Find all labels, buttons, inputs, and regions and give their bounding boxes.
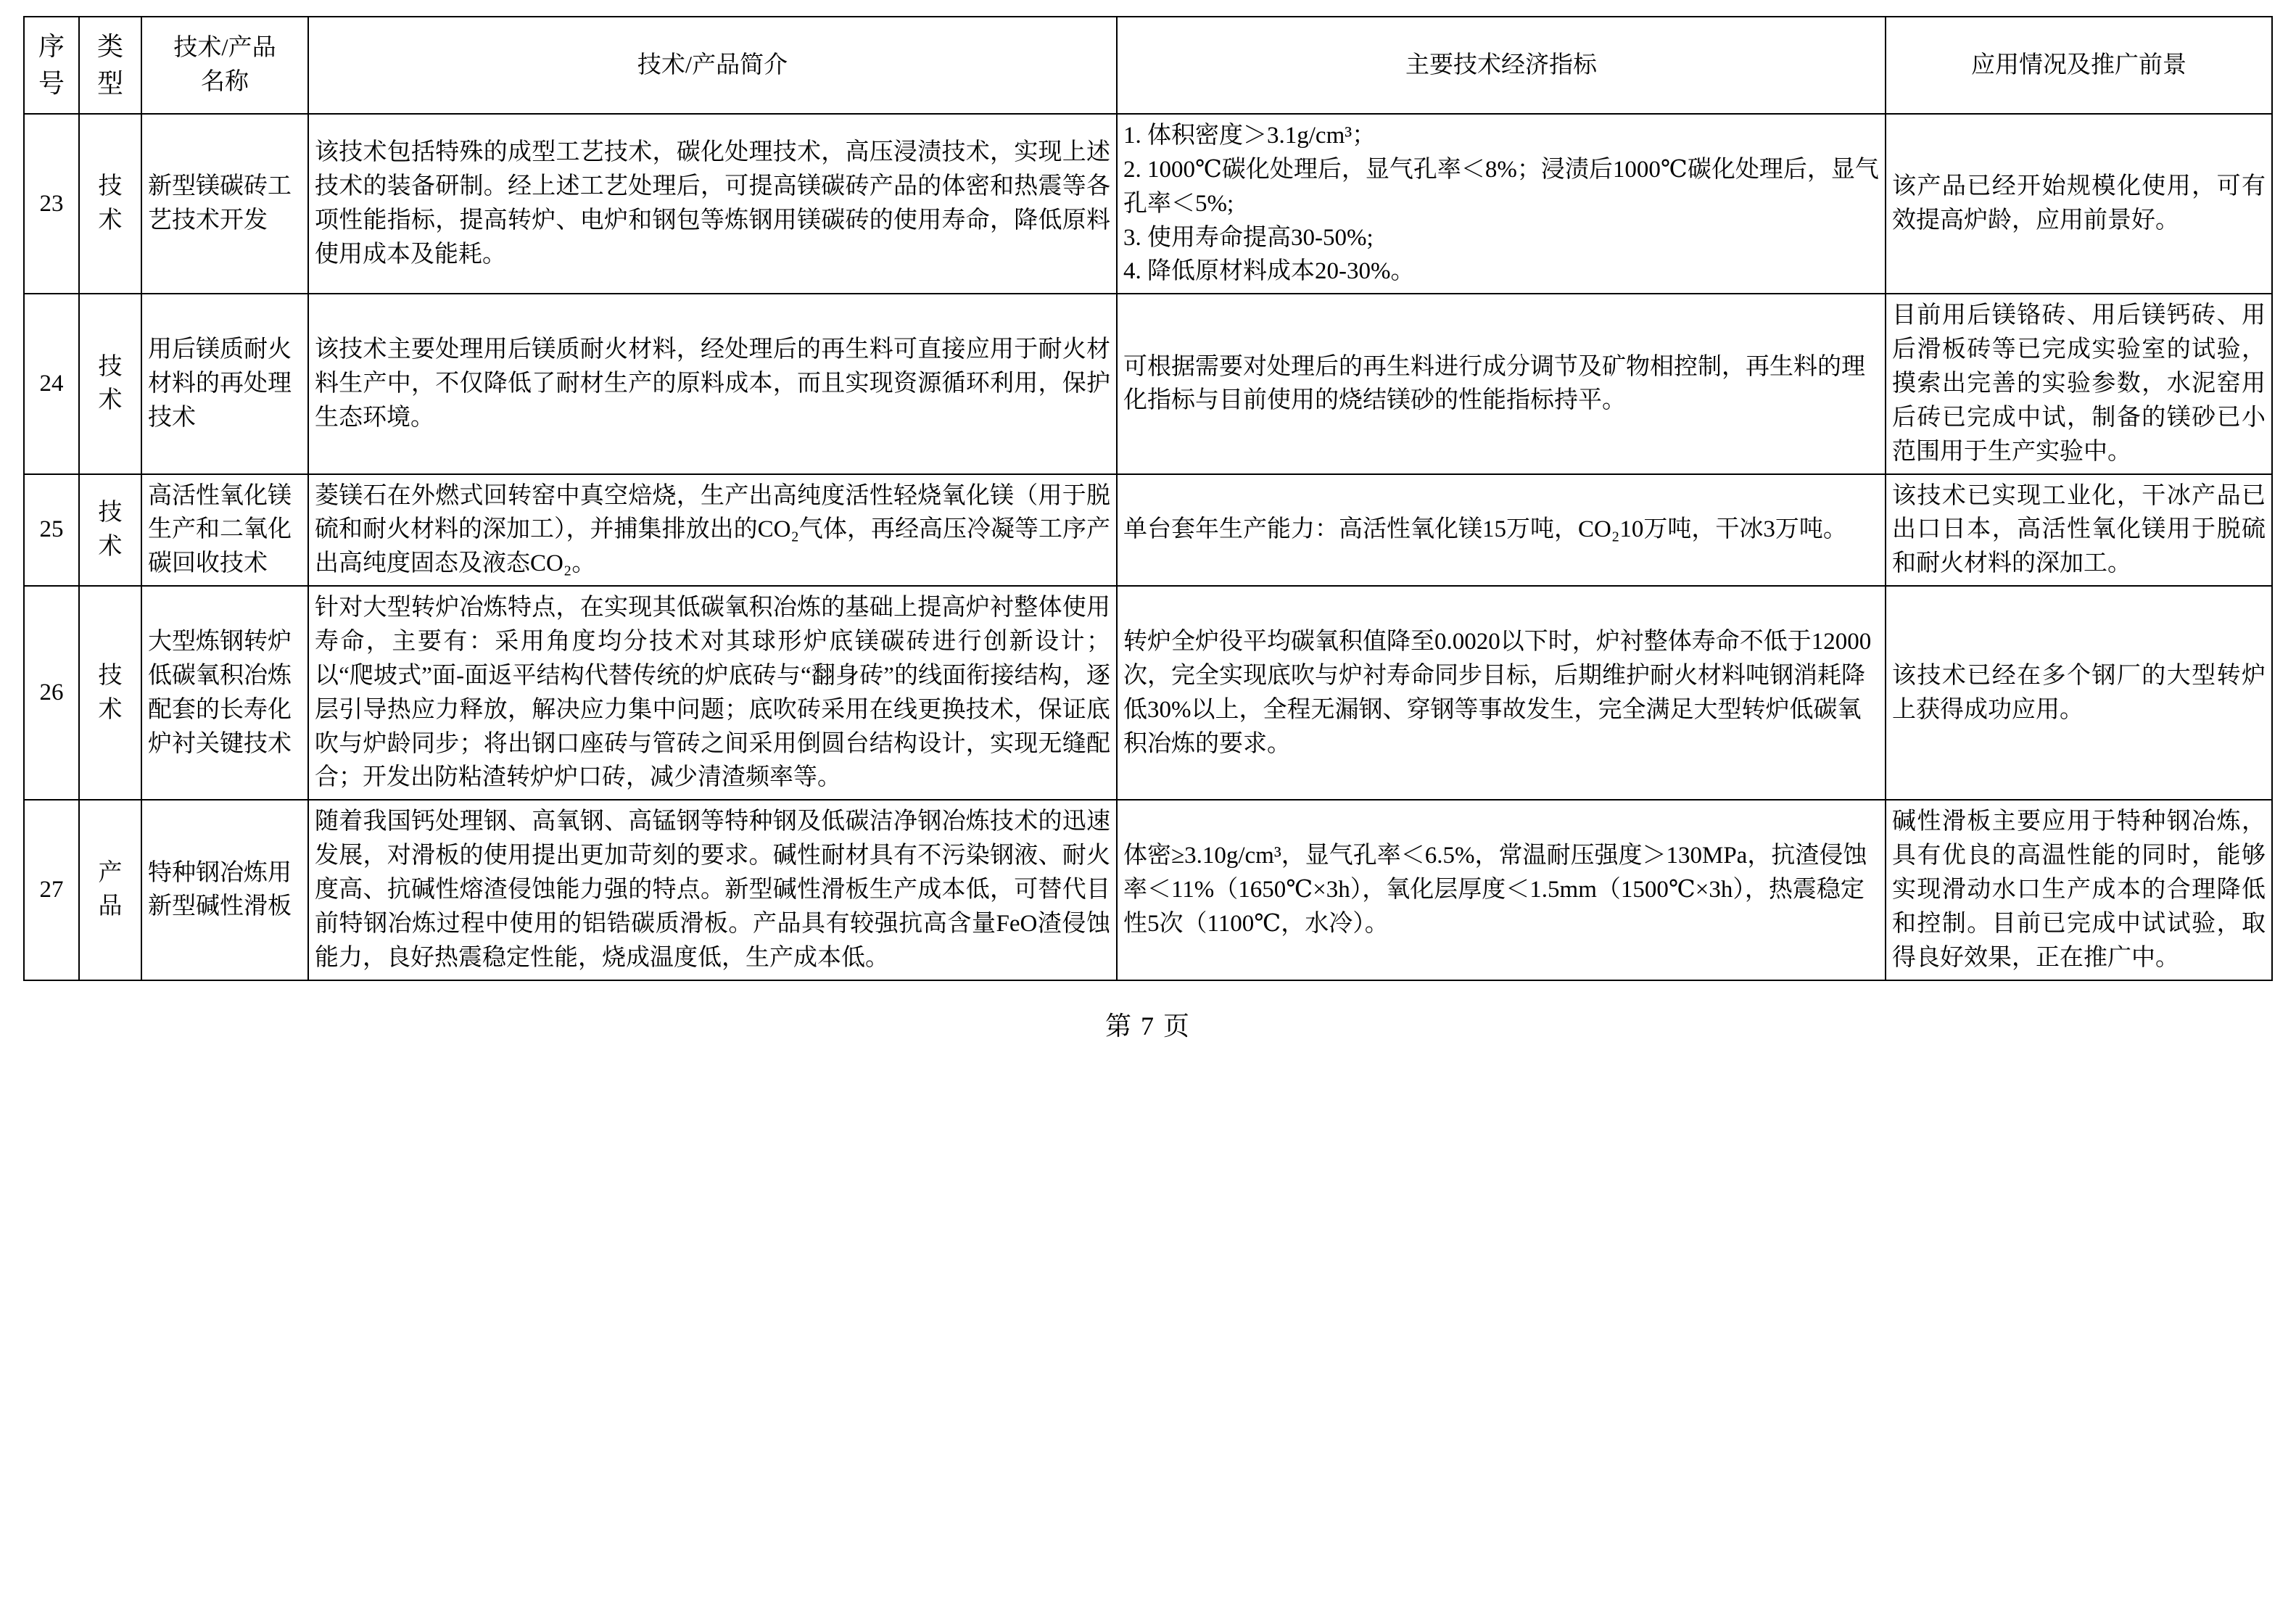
cell-description: 菱镁石在外燃式回转窑中真空焙烧，生产出高纯度活性轻烧氧化镁（用于脱硫和耐火材料的深加工），并捕集排放出的CO₂气体，再经高压冷凝等工序产出高纯度固态及液态CO₂。 [308, 474, 1117, 587]
header-type-line1: 类 [96, 31, 123, 61]
table-row [24, 114, 2272, 294]
cell-type [79, 800, 141, 980]
indicator-line: 1. 体积密度＞3.1g/cm³； [1123, 123, 1376, 149]
cell-seq: 26 [24, 586, 79, 800]
table-row [24, 586, 2272, 800]
cell-type [79, 294, 141, 473]
cell-name: 新型镁碳砖工艺技术开发 [141, 114, 308, 294]
cell-type [79, 114, 141, 294]
page-footer: 第 7 页 [1104, 1011, 1191, 1041]
table-row [24, 474, 2272, 587]
cell-seq: 24 [24, 294, 79, 473]
cell-indicators [1117, 114, 1886, 294]
header-row [24, 17, 2272, 114]
indicator-line: 体密≥3.10g/cm³，显气孔率＜6.5%，常温耐压强度＞130MPa，抗渣侵蚀率＜11%（1650℃×3h），氧化层厚度＜1.5mm（1500℃×3h），热震稳定性5次（1100℃，水冷）。 [1123, 843, 1867, 937]
cell-name: 用后镁质耐火材料的再处理技术 [141, 294, 308, 473]
type-char: 技 [98, 662, 123, 689]
indicator-line: 单台套年生产能力：高活性氧化镁15万吨，CO₂10万吨，干冰3万吨。 [1123, 516, 1847, 543]
header-name-line2: 名称 [201, 69, 249, 95]
cell-description: 随着我国钙处理钢、高氧钢、高锰钢等特种钢及低碳洁净钢冶炼技术的迅速发展，对滑板的使用提出更加苛刻的要求。碱性耐材具有不污染钢液、耐火度高、抗碱性熔渣侵蚀能力强的特点。新型碱性滑板生产成本低，可替代目前特钢冶炼过程中使用的铝锆碳质滑板。产品具有较强抗高含量FeO渣侵蚀能力，良好热震稳定性能，烧成温度低，生产成本低。 [308, 800, 1117, 980]
header-cell-description: 技术/产品简介 [308, 17, 1117, 114]
indicator-line: 转炉全炉役平均碳氧积值降至0.0020以下时，炉衬整体寿命不低于12000次，完全实现底吹与炉衬寿命同步目标，后期维护耐火材料吨钢消耗降低30%以上，全程无漏钢、穿钢等事故发生，完全满足大型转炉低碳氧积冶炼的要求。 [1123, 629, 1872, 757]
type-char: 术 [98, 696, 123, 723]
cell-application: 目前用后镁铬砖、用后镁钙砖、用后滑板砖等已完成实验室的试验，摸索出完善的实验参数，水泥窑用后砖已完成中试，制备的镁砂已小范围用于生产实验中。 [1886, 294, 2272, 473]
cell-name: 特种钢冶炼用新型碱性滑板 [141, 800, 308, 980]
header-cell-type [79, 17, 141, 114]
table-row [24, 294, 2272, 473]
cell-indicators [1117, 800, 1886, 980]
cell-indicators [1117, 474, 1886, 587]
technology-product-table [23, 16, 2273, 981]
cell-application: 该技术已实现工业化，干冰产品已出口日本，高活性氧化镁用于脱硫和耐火材料的深加工。 [1886, 474, 2272, 587]
type-char: 技 [98, 353, 123, 380]
cell-indicators [1117, 294, 1886, 473]
table-body [24, 114, 2272, 980]
header-cell-application: 应用情况及推广前景 [1886, 17, 2272, 114]
cell-seq: 23 [24, 114, 79, 294]
cell-description: 针对大型转炉冶炼特点，在实现其低碳氧积冶炼的基础上提高炉衬整体使用寿命，主要有：采用角度均分技术对其球形炉底镁碳砖进行创新设计；以“爬坡式”面-面返平结构代替传统的炉底砖与“翻身砖”的线面衔接结构，逐层引导热应力释放，解决应力集中问题；底吹砖采用在线更换技术，保证底吹与炉龄同步；将出钢口座砖与管砖之间采用倒圆台结构设计，实现无缝配合；开发出防粘渣转炉炉口砖，减少清渣频率等。 [308, 586, 1117, 800]
type-char: 术 [98, 207, 123, 234]
header-cell-seq [24, 17, 79, 114]
type-char: 术 [98, 387, 123, 414]
header-cell-indicators: 主要技术经济指标 [1117, 17, 1886, 114]
cell-name: 高活性氧化镁生产和二氧化碳回收技术 [141, 474, 308, 587]
type-char: 技 [98, 500, 123, 526]
type-char: 术 [98, 533, 123, 560]
header-type-line2: 型 [96, 69, 123, 98]
cell-name: 大型炼钢转炉低碳氧积冶炼配套的长寿化炉衬关键技术 [141, 586, 308, 800]
cell-application: 该产品已经开始规模化使用，可有效提高炉龄，应用前景好。 [1886, 114, 2272, 294]
cell-application: 该技术已经在多个钢厂的大型转炉上获得成功应用。 [1886, 586, 2272, 800]
indicator-line: 4. 降低原材料成本20-30%。 [1123, 258, 1415, 285]
type-char: 品 [98, 893, 123, 920]
header-name-line1: 技术/产品 [173, 35, 276, 62]
cell-description: 该技术包括特殊的成型工艺技术，碳化处理技术，高压浸渍技术，实现上述技术的装备研制。经上述工艺处理后，可提高镁碳砖产品的体密和热震等各项性能指标，提高转炉、电炉和钢包等炼钢用镁碳砖的使用寿命，降低原料使用成本及能耗。 [308, 114, 1117, 294]
cell-type [79, 474, 141, 587]
cell-seq: 27 [24, 800, 79, 980]
indicator-line: 2. 1000℃碳化处理后，显气孔率＜8%；浸渍后1000℃碳化处理后，显气孔率＜5%; [1123, 156, 1879, 217]
table-header [24, 17, 2272, 114]
header-cell-name [141, 17, 308, 114]
cell-description: 该技术主要处理用后镁质耐火材料，经处理后的再生料可直接应用于耐火材料生产中，不仅降低了耐材生产的原料成本，而且实现资源循环利用，保护生态环境。 [308, 294, 1117, 473]
indicator-line: 可根据需要对处理后的再生料进行成分调节及矿物相控制，再生料的理化指标与目前使用的烧结镁砂的性能指标持平。 [1123, 353, 1865, 414]
table-row [24, 800, 2272, 980]
cell-type [79, 586, 141, 800]
indicator-line: 3. 使用寿命提高30-50%; [1123, 224, 1374, 251]
header-seq-line1: 序 [38, 31, 65, 61]
cell-indicators [1117, 586, 1886, 800]
header-seq-line2: 号 [38, 69, 65, 98]
cell-application: 碱性滑板主要应用于特种钢冶炼，具有优良的高温性能的同时，能够实现滑动水口生产成本的合理降低和控制。目前已完成中试试验，取得良好效果，正在推广中。 [1886, 800, 2272, 980]
type-char: 产 [98, 859, 123, 886]
type-char: 技 [98, 173, 123, 200]
cell-seq: 25 [24, 474, 79, 587]
